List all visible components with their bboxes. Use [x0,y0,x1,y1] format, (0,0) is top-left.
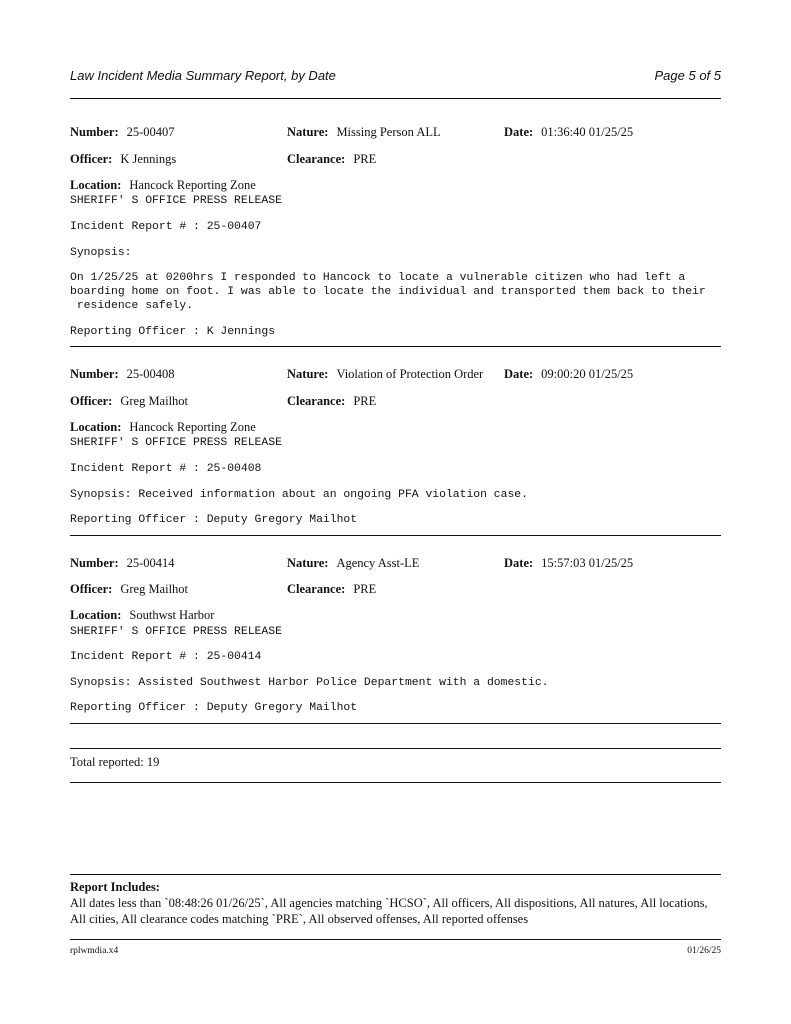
record-divider [70,535,721,536]
press-release-line: SHERIFF' S OFFICE PRESS RELEASE [70,437,282,449]
clearance-field [287,394,376,409]
number-value: 25-00407 [126,125,175,139]
officer-label: Officer: [70,582,113,596]
nature-label: Nature: [287,556,329,570]
synopsis-body: On 1/25/25 at 0200hrs I responded to Hancock to locate a vulnerable citizen who had left a boarding home on foot. I was able to locate the individual and transported them back to their residence safely. [70,272,706,312]
officer-value: Greg Mailhot [120,582,189,596]
location-value: Southwst Harbor [129,608,215,622]
number-field [70,125,175,140]
number-value: 25-00414 [126,556,175,570]
number-field [70,556,175,571]
location-field [70,420,256,435]
nature-field [287,367,483,382]
date-value: 01:36:40 01/25/25 [541,125,634,139]
clearance-value: PRE [353,152,377,166]
print-date: 01/26/25 [687,946,721,956]
date-field [504,367,633,382]
location-value: Hancock Reporting Zone [129,178,256,192]
incident-report-line: Incident Report # : 25-00408 [70,463,262,475]
location-field [70,608,214,623]
clearance-field [287,152,376,167]
total-divider-bottom [70,782,721,783]
record-divider [70,346,721,347]
synopsis-line: Synopsis: Assisted Southwest Harbor Police Department with a domestic. [70,677,549,689]
incident-report-line: Incident Report # : 25-00407 [70,221,262,233]
clearance-value: PRE [353,582,377,596]
location-value: Hancock Reporting Zone [129,420,256,434]
clearance-label: Clearance: [287,582,346,596]
report-code: rplwmdia.x4 [70,946,119,956]
nature-label: Nature: [287,125,329,139]
officer-value: Greg Mailhot [120,394,189,408]
footer-divider [70,939,721,940]
officer-value: K Jennings [120,152,177,166]
location-label: Location: [70,608,122,622]
press-release-line: SHERIFF' S OFFICE PRESS RELEASE [70,626,282,638]
nature-label: Nature: [287,367,329,381]
number-label: Number: [70,367,119,381]
number-label: Number: [70,556,119,570]
number-value: 25-00408 [126,367,175,381]
officer-label: Officer: [70,394,113,408]
clearance-field [287,582,376,597]
synopsis-line: Synopsis: Received information about an ongoing PFA violation case. [70,489,528,501]
reporting-officer-line: Reporting Officer : Deputy Gregory Mailhot [70,514,358,526]
location-label: Location: [70,420,122,434]
clearance-label: Clearance: [287,394,346,408]
page-indicator: Page 5 of 5 [654,68,721,83]
date-label: Date: [504,556,534,570]
report-title: Law Incident Media Summary Report, by Date [70,68,336,83]
location-field [70,178,256,193]
date-label: Date: [504,367,534,381]
nature-field [287,125,441,140]
header-divider [70,98,721,99]
number-label: Number: [70,125,119,139]
reporting-officer-line: Reporting Officer : Deputy Gregory Mailhot [70,702,358,714]
total-divider-top [70,748,721,749]
clearance-value: PRE [353,394,377,408]
date-value: 15:57:03 01/25/25 [541,556,634,570]
synopsis-line: Synopsis: [70,247,132,259]
report-includes-title: Report Includes: [70,880,160,894]
date-label: Date: [504,125,534,139]
nature-field [287,556,419,571]
report-includes-text: All dates less than `08:48:26 01/26/25`, All agencies matching `HCSO`, All officers, All dispositions, All natures, All locations, All cities, All clearance codes matching `PRE`, All observed offenses, All reported offenses [70,896,708,926]
includes-divider [70,874,721,875]
nature-value: Missing Person ALL [336,125,441,139]
report-page [70,0,721,1024]
officer-field [70,582,188,597]
location-label: Location: [70,178,122,192]
number-field [70,367,175,382]
incident-report-line: Incident Report # : 25-00414 [70,651,262,663]
officer-label: Officer: [70,152,113,166]
date-field [504,125,633,140]
officer-field [70,394,188,409]
nature-value: Agency Asst-LE [336,556,420,570]
total-reported: Total reported: 19 [70,755,160,769]
record-divider [70,723,721,724]
press-release-line: SHERIFF' S OFFICE PRESS RELEASE [70,195,282,207]
nature-value: Violation of Protection Order [336,367,484,381]
date-field [504,556,633,571]
officer-field [70,152,176,167]
clearance-label: Clearance: [287,152,346,166]
date-value: 09:00:20 01/25/25 [541,367,634,381]
reporting-officer-line: Reporting Officer : K Jennings [70,326,276,338]
